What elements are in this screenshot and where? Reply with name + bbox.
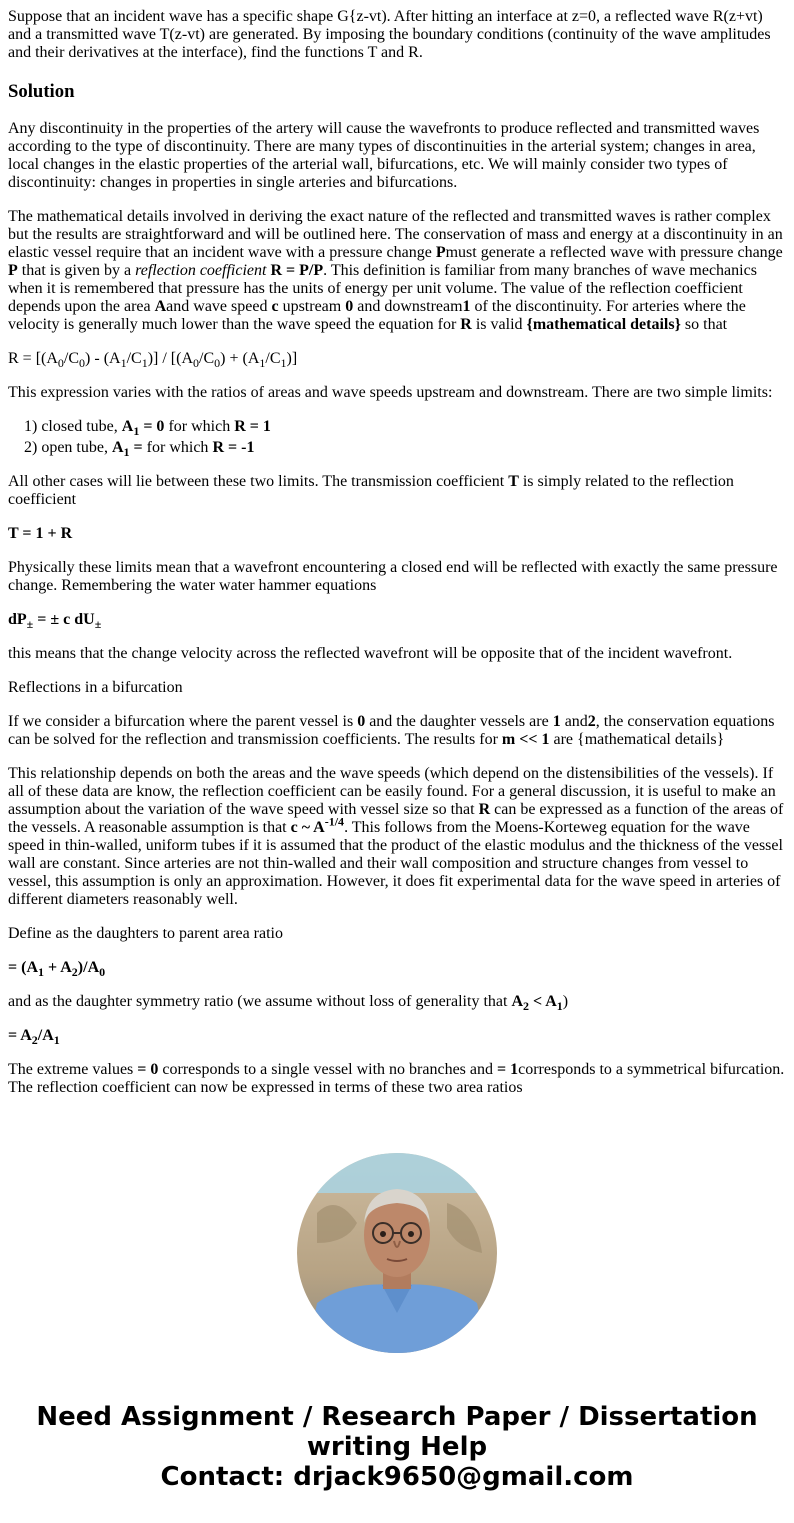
paragraph-area-ratio-intro: Define as the daughters to parent area ratio [8, 925, 283, 942]
bifurcation-subheading: Reflections in a bifurcation [8, 679, 183, 696]
ad-contact-email: Contact: drjack9650@gmail.com [160, 1462, 634, 1492]
paragraph-extreme-values: The extreme values = 0 corresponds to a single vessel with no branches and = 1corresponds to a symmetrical bifurcation. The reflection coefficient can now be expressed in terms of these two area ratios [8, 1061, 785, 1096]
paragraph-bifurcation: If we consider a bifurcation where the parent vessel is 0 and the daughter vessels are 1 and2, the conservation equations can be solved for the reflection and transmission coefficients. The results for m << 1 are {mathematical details} [8, 713, 775, 748]
paragraph-physical-limits: Physically these limits mean that a wavefront encountering a closed end will be reflected with exactly the same pressure change. Remembering the water water hammer equations [8, 559, 778, 594]
list-item: 2) open tube, $A_1$ = for which R = -1 [24, 439, 255, 460]
paragraph-transmission: All other cases will lie between these two limits. The transmission coefficient T is simply related to the reflection coefficient [8, 473, 734, 508]
transmission-equation: T = 1 + R [8, 525, 73, 542]
tutor-avatar [297, 1153, 497, 1353]
symmetry-ratio-equation: = $A_2/A_1$ [8, 1027, 60, 1048]
solution-heading: Solution [8, 81, 75, 102]
paragraph-reflection-coefficient: The mathematical details involved in deriving the exact nature of the reflected and transmitted waves is rather complex but the results are straightforward and will be outlined here. The conservation of mass and energy at a discontinuity in an elastic vessel require that an incident wave with a pressure change Pmust generate a reflected wave with pressure change P that is given by a reflection coefficient R = P/P. This definition is familiar from many branches of wave mechanics when it is remembered that pressure has the units of energy per unit volume. The value of the reflection coefficient depends upon the area Aand wave speed c upstream 0 and downstream1 of the discontinuity. For arteries where the velocity is generally much lower than the wave speed the equation for R is valid {mathematical details} so that [8, 208, 783, 333]
paragraph-wave-speed: This relationship depends on both the areas and the wave speeds (which depend on the distensibilities of the vessels). If all of these data are know, the reflection coefficient can be easily found. For a general discussion, it is useful to make an assumption about the variation of the wave speed with vessel size so that R can be expressed as a function of the areas of the vessels. A reasonable assumption is that c ~ $A^{-1/4}$. This follows from the Moens-Korteweg equation for the wave speed in thin-walled, uniform tubes if it is assumed that the product of the elastic modulus and the thickness of the vessel wall are constant. Since arteries are not thin-walled and their wall composition and structure changes from vessel to vessel, this assumption is only an approximation. However, it does fit experimental data for the wave speed in arteries of different diameters reasonably well. [8, 765, 784, 908]
paragraph-limits-intro: This expression varies with the ratios of areas and wave speeds upstream and downstream. There are two simple limits: [8, 384, 773, 401]
limits-list [8, 418, 786, 460]
ad-line-2: writing Help [306, 1432, 488, 1462]
water-hammer-equation: $dP_\pm$ = ± c $dU_\pm$ [8, 611, 102, 632]
list-item: 1) closed tube, $A_1 = 0$ for which R = 1 [24, 418, 271, 439]
ad-line-1: Need Assignment / Research Paper / Dissertation [36, 1402, 758, 1432]
help-advertisement [0, 1402, 794, 1492]
paragraph-discontinuity: Any discontinuity in the properties of the artery will cause the wavefronts to produce reflected and transmitted waves according to the type of discontinuity. There are many types of discontinuities in the arterial system; changes in area, local changes in the elastic properties of the arterial wall, bifurcations, etc. We will mainly consider two types of discontinuity: changes in properties in single arteries and bifurcations. [8, 120, 760, 191]
reflection-equation: $R = [(A_0/C_0) - (A_1/C_1)] / [(A_0/C_0) + (A_1/C_1)]$ [8, 350, 298, 371]
paragraph-symmetry-ratio-intro: and as the daughter symmetry ratio (we assume without loss of generality that $A_2 < A_1$) [8, 993, 569, 1014]
area-ratio-equation: = $(A_1 + A_2)/A_0$ [8, 959, 106, 980]
paragraph-velocity: this means that the change velocity across the reflected wavefront will be opposite that of the incident wavefront. [8, 645, 733, 662]
question-text: Suppose that an incident wave has a specific shape G{z-vt). After hitting an interface at z=0, a reflected wave R(z+vt) and a transmitted wave T(z-vt) are generated. By imposing the boundary conditions (continuity of the wave amplitudes and their derivatives at the interface), find the functions T and R. [8, 8, 771, 61]
solution-document [8, 8, 786, 1120]
